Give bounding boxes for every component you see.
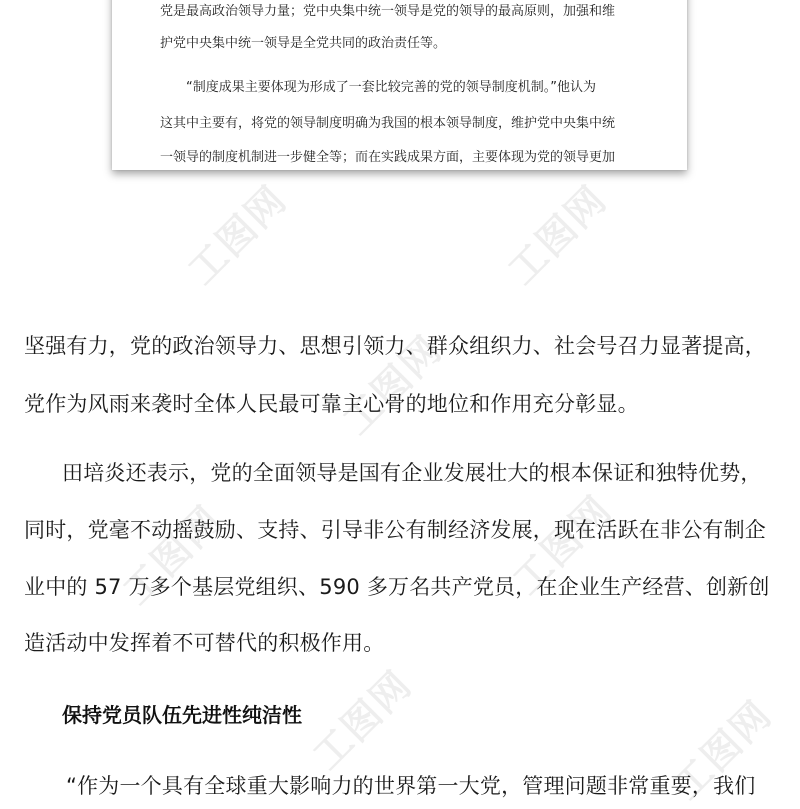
section-heading: 保持党员队伍先进性纯洁性: [62, 703, 302, 727]
watermark: 工图网: [179, 176, 296, 293]
card-line: “制度成果主要体现为形成了一套比较完善的党的领导制度机制。”他认为: [186, 80, 596, 95]
card-line: 一领导的制度机制进一步健全等；而在实践成果方面，主要体现为党的领导更加: [160, 150, 616, 165]
card-line: 这其中主要有，将党的领导制度明确为我国的根本领导制度，维护党中央集中统: [160, 116, 616, 131]
paragraph-line: 坚强有力，党的政治领导力、思想引领力、群众组织力、社会号召力显著提高，: [24, 334, 766, 358]
watermark: 工图网: [114, 496, 231, 613]
watermark: 工图网: [504, 486, 621, 603]
watermark: 工图网: [304, 661, 421, 778]
watermark: 工图网: [334, 326, 451, 443]
paragraph-line: 田培炎还表示，党的全面领导是国有企业发展壮大的根本保证和独特优势，: [62, 461, 762, 485]
document-preview-card: [112, 0, 687, 170]
card-line: 党是最高政治领导力量；党中央集中统一领导是党的领导的最高原则，加强和维: [160, 4, 616, 19]
paragraph-line: 业中的 57 万多个基层党组织、590 多万名共产党员，在企业生产经营、创新创: [24, 575, 770, 599]
paragraph-line: 造活动中发挥着不可替代的积极作用。: [24, 631, 385, 655]
card-line: 护党中央集中统一领导是全党共同的政治责任等。: [160, 36, 447, 51]
watermark: 工图网: [499, 176, 616, 293]
watermark: 工图网: [664, 691, 781, 808]
paragraph-line: 同时，党毫不动摇鼓励、支持、引导非公有制经济发展，现在活跃在非公有制企: [24, 518, 766, 542]
paragraph-line: 党作为风雨来袭时全体人民最可靠主心骨的地位和作用充分彰显。: [24, 392, 639, 416]
paragraph-line: “作为一个具有全球重大影响力的世界第一大党，管理问题非常重要，我们: [66, 774, 756, 798]
